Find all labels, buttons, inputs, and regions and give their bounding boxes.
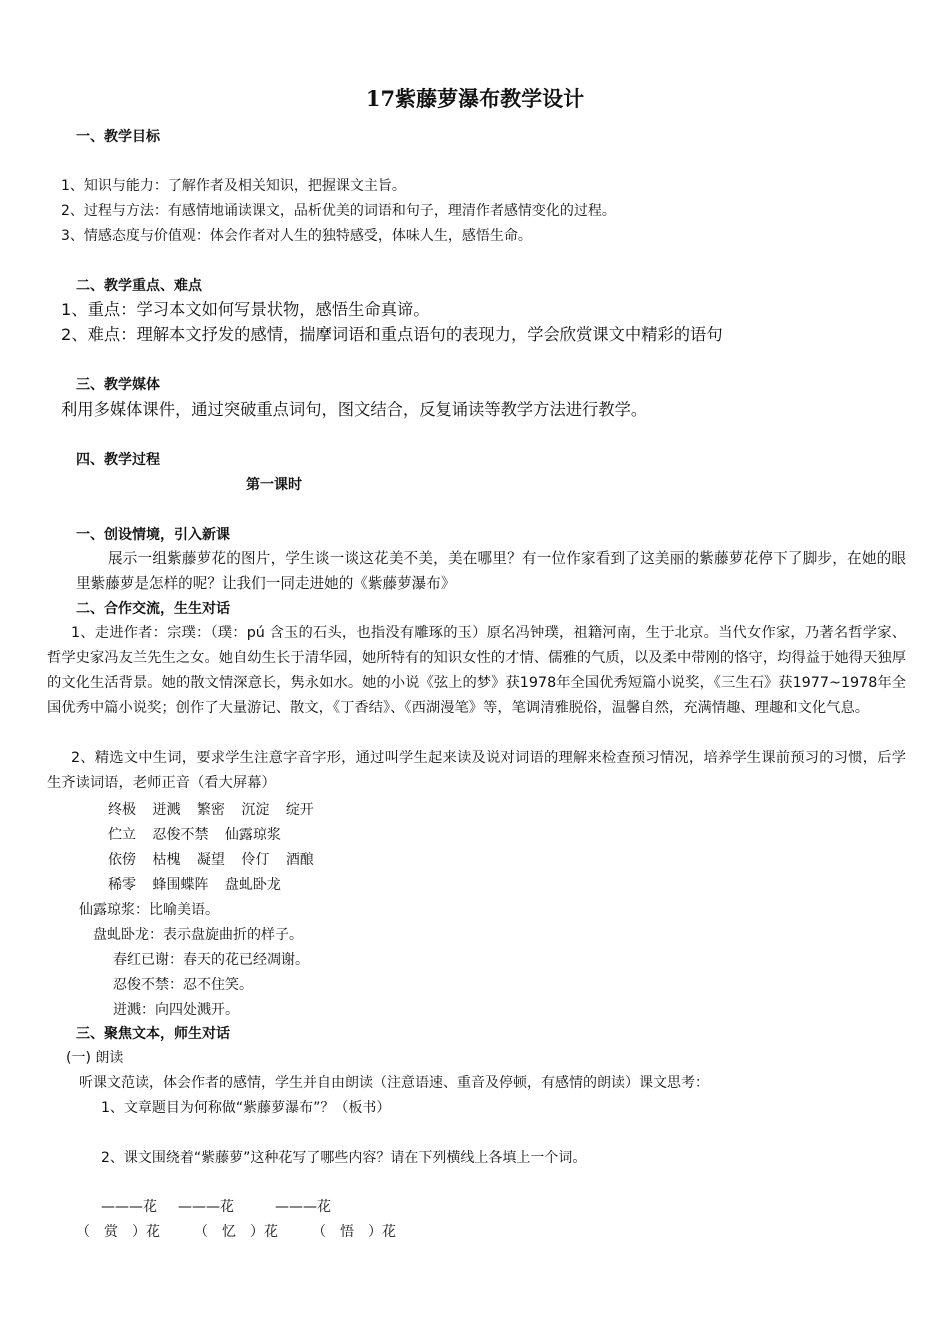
- vocab-instruction: 2、精选文中生词，要求学生注意字音字形，通过叫学生起来读及说对词语的理解来检查预习情况，培养学生课前预习的习惯，后学生齐读词语，老师正音（看大屏幕）: [47, 750, 906, 791]
- key-point-item: 2、难点：理解本文抒发的感情，揣摩词语和重点语句的表现力，学会欣赏课文中精彩的语句: [61, 325, 723, 344]
- section-heading-process: 四、教学过程: [76, 452, 160, 468]
- blank-line: ———花: [178, 1199, 234, 1215]
- answer-item: （ 赏 ）花: [76, 1224, 160, 1240]
- section-heading-media: 三、教学媒体: [76, 377, 160, 393]
- vocab-row: [108, 828, 281, 842]
- goal-item: 3、情感态度与价值观：体会作者对人生的独特感受，体味人生，感悟生命。: [61, 228, 532, 244]
- vocab-word: 伫立: [108, 827, 136, 843]
- vocab-word: 繁密: [196, 802, 225, 818]
- blank-line: ———花: [101, 1199, 157, 1215]
- vocab-word: 酒酿: [285, 852, 314, 868]
- vocab-row: [108, 853, 314, 867]
- vocab-word: 依傍: [108, 852, 136, 868]
- vocab-word: 枯槐: [152, 852, 181, 868]
- key-point-item: 1、重点：学习本文如何写景状物，感悟生命真谛。: [61, 300, 430, 319]
- step1-text: 展示一组紫藤萝花的图片，学生谈一谈这花美不美，美在哪里？有一位作家看到了这美丽的紫藤萝花停下了脚步，在她的眼里紫藤萝是怎样的呢？让我们一同走进她的《紫藤萝瀑布》: [76, 550, 906, 592]
- vocab-word: 凝望: [196, 852, 225, 868]
- author-intro: 1、走进作者：宗璞：（璞：pú 含玉的石头，也指没有雕琢的玉）原名冯钟璞，祖籍河南，生于北京。当代女作家，乃著名哲学家、哲学史家冯友兰先生之女。她自幼生长于清华园，她所特有的知识女性的才情、儒雅的气质，以及柔中带刚的恪守，均得益于她得天独厚的文化生活背景。她的散文情深意长，隽永如水。她的小说《弦上的梦》获1978年全国优秀短篇小说奖，《三生石》获1977~1978年全国优秀中篇小说奖；创作了大量游记、散文，《丁香结》、《西湖漫笔》等，笔调清雅脱俗，温馨自然，充满情趣、理趣和文化气息。: [47, 625, 906, 716]
- vocab-word: 迸溅: [152, 802, 181, 818]
- media-text: 利用多媒体课件，通过突破重点词句，图文结合，反复诵读等教学方法进行教学。: [61, 400, 648, 419]
- vocab-row: [108, 803, 314, 817]
- answer-item: （ 悟 ）花: [312, 1224, 396, 1240]
- vocab-word: 伶仃: [241, 852, 270, 868]
- section-heading-goals: 一、教学目标: [76, 129, 160, 145]
- step3-heading: 三、聚焦文本，师生对话: [76, 1026, 230, 1042]
- goal-item: 1、知识与能力：了解作者及相关知识，把握课文主旨。: [61, 178, 406, 194]
- definition-item: 春红已谢：春天的花已经凋谢。: [113, 952, 309, 968]
- vocab-word: 盘虬卧龙: [224, 877, 281, 893]
- vocab-word: 蜂围蝶阵: [152, 877, 209, 893]
- goal-item: 2、过程与方法：有感情地诵读课文，品析优美的词语和句子，理清作者感情变化的过程。: [61, 203, 616, 219]
- step1-heading: 一、创设情境，引入新课: [76, 527, 230, 543]
- vocab-word: 稀零: [108, 877, 136, 893]
- reading-subheading: (一) 朗读: [66, 1050, 124, 1066]
- reading-intro: 听课文范读，体会作者的感情，学生并自由朗读（注意语速、重音及停顿，有感情的朗读）课文思考：: [79, 1075, 709, 1091]
- definition-item: 仙露琼浆：比喻美语。: [79, 902, 219, 918]
- section-heading-key-points: 二、教学重点、难点: [76, 278, 202, 294]
- definition-item: 盘虬卧龙：表示盘旋曲折的样子。: [93, 927, 303, 943]
- vocab-word: 沉淀: [241, 802, 270, 818]
- definition-item: 迸溅：向四处溅开。: [113, 1002, 239, 1018]
- vocab-word: 绽开: [285, 802, 314, 818]
- document-title: 17紫藤萝瀑布教学设计: [365, 86, 585, 111]
- answer-item: （ 忆 ）花: [194, 1224, 278, 1240]
- lesson-label: 第一课时: [246, 477, 302, 493]
- step2-heading: 二、合作交流，生生对话: [76, 601, 230, 617]
- vocab-row: [108, 878, 281, 892]
- blank-line: ———花: [275, 1199, 331, 1215]
- question-2: 2、课文围绕着“紫藤萝”这种花写了哪些内容？请在下列横线上各填上一个词。: [101, 1150, 587, 1166]
- vocab-word: 仙露琼浆: [224, 827, 281, 843]
- vocab-word: 终极: [108, 802, 136, 818]
- vocab-word: 忍俊不禁: [152, 827, 209, 843]
- question-1: 1、文章题目为何称做“紫藤萝瀑布”？（板书）: [101, 1100, 391, 1116]
- definition-item: 忍俊不禁：忍不住笑。: [113, 977, 253, 993]
